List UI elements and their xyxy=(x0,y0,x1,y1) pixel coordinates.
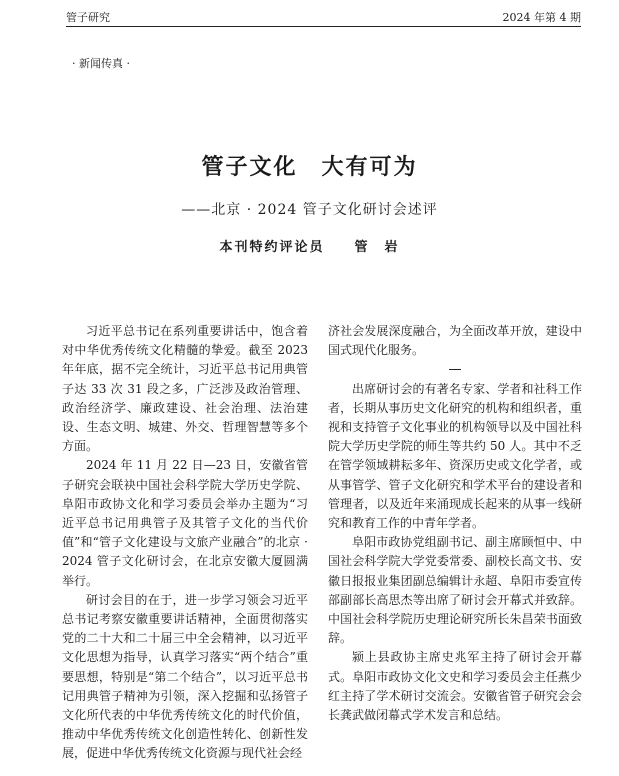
paragraph: 出席研讨会的有著名专家、学者和社科工作者，长期从事历史文化研究的机构和组织者，重视和支持管子文化事业的机构领导以及中国社科院大学历史学院的师生等共约 50 人。其中不乏在管学领域耕耘多年、资深历史或文化学者，或从事管学、管子文化研究和学术平台的建设者和管理者，以及近年来涌现成长起来的从事一线研究和教育工作的中青年学者。 xyxy=(328,381,582,531)
section-number-dash xyxy=(449,369,461,370)
journal-name: 管子研究 xyxy=(66,11,110,24)
paragraph: 颍上县政协主席史兆军主持了研讨会开幕式。阜阳市政协文化文史和学习委员会主任燕少红主持了学术研讨交流会。安徽省管子研究会会长龚武做闭幕式学术发言和总结。 xyxy=(328,650,582,723)
section-number xyxy=(328,360,582,379)
running-header xyxy=(66,9,581,27)
issue-number: 2024 年第 4 期 xyxy=(502,11,581,24)
paragraph: 研讨会目的在于，进一步学习领会习近平总书记考察安徽重要讲话精神，全面贯彻落实党的二十大和二十届三中全会精神，以习近平文化思想为指导，认真学习落实“两个结合”重要思想，特别是“第二个结合”，以习近平总书记用典管子精神为引领，深入挖掘和弘扬管子文化所代表的中华优秀传统文化的时代价值，推动中华优秀传统文化创造性转化、创新性发展，促进中华优秀传统文化资源与现代社会经 xyxy=(62,592,308,761)
paragraph-continuation: 济社会发展深度融合，为全面改革开放，建设中国式现代化服务。 xyxy=(328,324,582,358)
article-byline: 本刊特约评论员 管 岩 xyxy=(219,240,400,255)
paragraph: 2024 年 11 月 22 日—23 日，安徽省管子研究会联袂中国社会科学院大学历史学院、阜阳市政协文化和学习委员会举办主题为“习近平总书记用典管子及其管子文化的当代价值”和“管子文化建设与文旅产业融合”的北京 · 2024 管子文化研讨会，在北京安徽大厦圆满举行。 xyxy=(62,458,308,588)
body-column-right xyxy=(328,322,582,725)
paragraph: 习近平总书记在系列重要讲话中，饱含着对中华优秀传统文化精髓的挚爱。截至 2023 年年底，据不完全统计，习近平总书记用典管子达 33 次 31 段之多，广泛涉及政治管理、政治经济学、廉政建设、社会治理、法治建设、生态文明、城建、外交、哲理智慧等多个方面。 xyxy=(62,324,308,454)
column-tag: · 新闻传真 · xyxy=(72,57,130,70)
body-column-left xyxy=(62,322,308,764)
article-title: 管子文化 大有可为 xyxy=(201,154,418,180)
article-subtitle: ——北京 · 2024 管子文化研讨会述评 xyxy=(181,202,438,218)
paragraph: 阜阳市政协党组副书记、副主席顾恒中、中国社会科学院大学党委常委、副校长高文书、安徽日报报业集团副总编辑计永超、阜阳市委宣传部副部长高思杰等出席了研讨会开幕式并致辞。中国社会科学院历史理论研究所长朱昌荣书面致辞。 xyxy=(328,535,582,646)
